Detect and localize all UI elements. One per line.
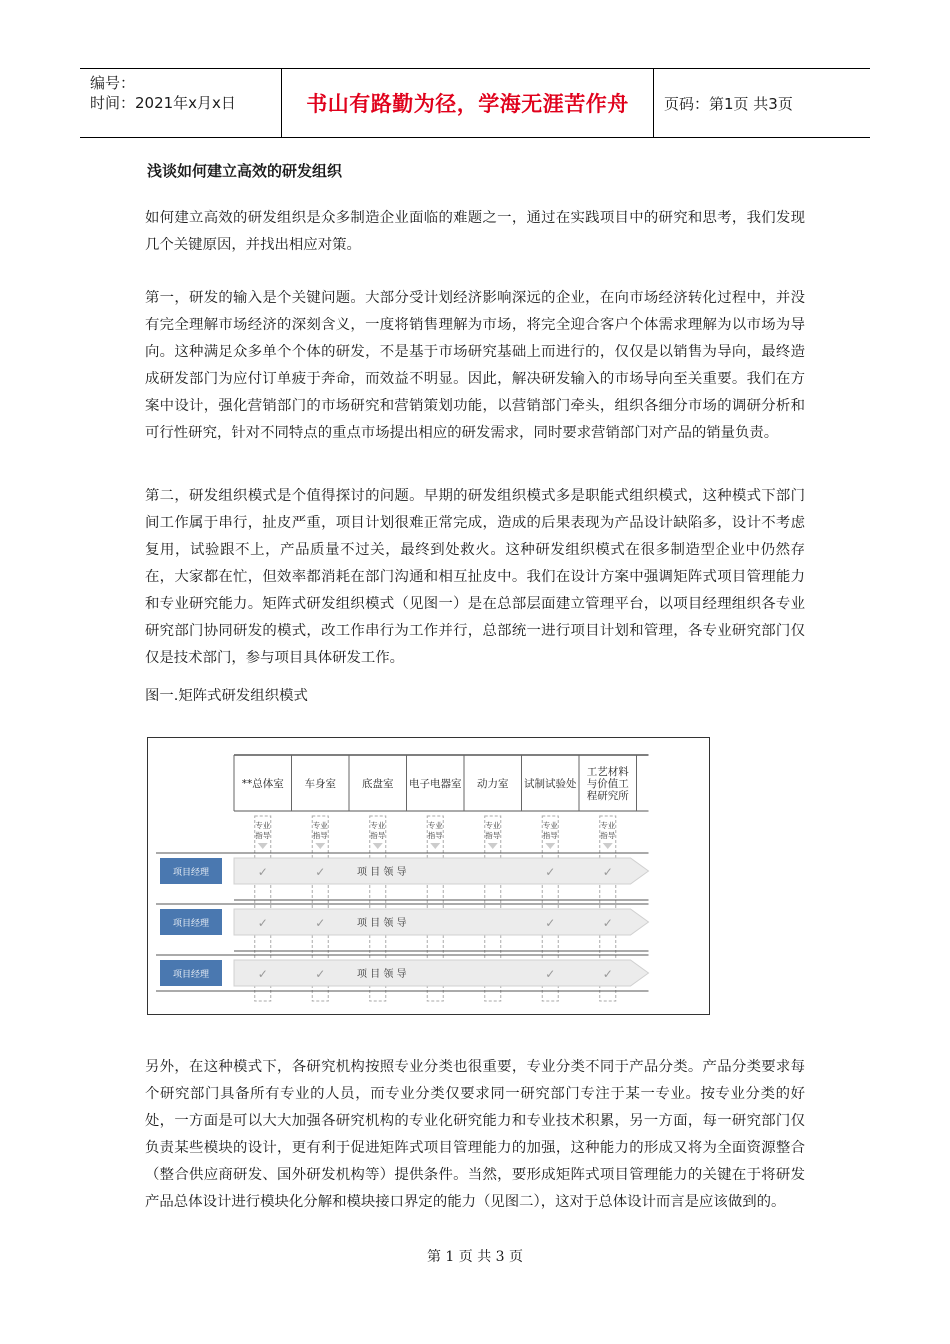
guide-label: 专业 xyxy=(542,821,558,830)
column-label: 底盘室 xyxy=(362,778,394,790)
guide-label: 指导 xyxy=(255,831,271,840)
paragraph-additional: 另外，在这种模式下，各研究机构按照专业分类也很重要，专业分类不同于产品分类。产品分类要求每个研究部门具备所有专业的人员，而专业分类仅要求同一研究部门专注于某一专业。按专业分类的好处，一方面是可以大大加强各研究机构的专业化研究能力和专业技术积累，另一方面，每一研究部门仅负责某些模块的设计，更有利于促进矩阵式项目管理能力的加强，这种能力的形成又将为全面资源整合（整合供应商研发、国外研发机构等）提供条件。当然，要形成矩阵式项目管理能力的关键在于将研发产品总体设计进行模块化分解和模块接口界定的能力（见图二），这对于总体设计而言是应该做到的。 xyxy=(145,1059,805,1210)
check-mark: ✓ xyxy=(545,916,556,930)
article-title: 浅谈如何建立高效的研发组织 xyxy=(147,162,343,180)
column-label: 与价值工 xyxy=(586,778,629,790)
header-meta-cell xyxy=(80,69,282,137)
check-mark: ✓ xyxy=(257,865,268,879)
paragraph-second: 第二，研发组织模式是个值得探讨的问题。早期的研发组织模式多是职能式组织模式，这种模式下部门间工作属于串行，扯皮严重，项目计划很难正常完成，造成的后果表现为产品设计缺陷多，设计不考虑复用，试验跟不上，产品质量不过关，最终到处救火。这种研发组织模式在很多制造型企业中仍然存在，大家都在忙，但效率都消耗在部门沟通和相互扯皮中。我们在设计方案中强调矩阵式项目管理能力和专业研究能力。矩阵式研发组织模式（见图一）是在总部层面建立管理平台，以项目经理组织各专业研究部门协同研发的模式，改工作串行为工作并行，总部统一进行项目计划和管理，各专业研究部门仅仅是技术部门，参与项目具体研发工作。 xyxy=(145,488,805,666)
check-mark: ✓ xyxy=(545,865,556,879)
guide-label: 指导 xyxy=(600,831,616,840)
guide-label: 专业 xyxy=(370,821,386,830)
page-code: 页码：第1页 共3页 xyxy=(664,94,793,113)
guide-label: 专业 xyxy=(485,821,501,830)
guide-label: 专业 xyxy=(255,821,271,830)
guide-label: 指导 xyxy=(312,831,328,840)
guide-arrow xyxy=(258,843,268,849)
project-manager-label: 项目经理 xyxy=(172,868,210,878)
header-page-cell xyxy=(654,69,870,137)
column-label: 工艺材料 xyxy=(586,766,629,778)
guide-arrow xyxy=(430,843,440,849)
project-arrow-band xyxy=(234,858,649,884)
project-arrow-band xyxy=(234,909,649,935)
paragraph-first: 第一，研发的输入是个关键问题。大部分受计划经济影响深远的企业，在向市场经济转化过程中，并没有完全理解市场经济的深刻含义，一度将销售理解为市场，将完全迎合客户个体需求理解为以市场为导向。这种满足众多单个个体的研发，不是基于市场研究基础上而进行的，仅仅是以销售为导向，最终造成研发部门为应付订单疲于奔命，而效益不明显。因此，解决研发输入的市场导向至关重要。我们在方案中设计，强化营销部门的市场研究和营销策划功能，以营销部门牵头，组织各细分市场的调研分析和可行性研究，针对不同特点的重点市场提出相应的研发需求，同时要求营销部门对产品的销量负责。 xyxy=(145,290,805,441)
check-mark: ✓ xyxy=(315,967,326,981)
number-label: 编号： xyxy=(90,74,136,92)
document-header xyxy=(80,68,870,138)
column-label: 试制试验处 xyxy=(524,778,577,790)
check-mark: ✓ xyxy=(545,967,556,981)
check-mark: ✓ xyxy=(315,865,326,879)
motto: 书山有路勤为径，学海无涯苦作舟 xyxy=(306,92,629,116)
paragraph-intro: 如何建立高效的研发组织是众多制造企业面临的难题之一，通过在实践项目中的研究和思考，我们发现几个关键原因，并找出相应对策。 xyxy=(145,210,805,253)
matrix-org-figure xyxy=(147,737,710,1015)
guide-label: 指导 xyxy=(370,831,386,840)
project-manager-label: 项目经理 xyxy=(172,919,210,929)
guide-label: 专业 xyxy=(600,821,616,830)
check-mark: ✓ xyxy=(257,916,268,930)
check-mark: ✓ xyxy=(602,967,613,981)
guide-arrow xyxy=(373,843,383,849)
guide-arrow xyxy=(545,843,555,849)
project-lead-label: 项 目 领 导 xyxy=(357,918,407,929)
matrix-org-diagram xyxy=(148,738,709,1014)
project-lead-label: 项 目 领 导 xyxy=(357,867,407,878)
page-footer: 第 1 页 共 3 页 xyxy=(426,1249,524,1265)
column-label: 程研究所 xyxy=(586,790,629,802)
guide-label: 专业 xyxy=(312,821,328,830)
guide-label: 指导 xyxy=(485,831,501,840)
project-arrow-band xyxy=(234,960,649,986)
project-lead-label: 项 目 领 导 xyxy=(357,969,407,980)
guide-arrow xyxy=(488,843,498,849)
column-label: 电子电器室 xyxy=(409,778,462,790)
column-label: 车身室 xyxy=(304,778,336,790)
check-mark: ✓ xyxy=(315,916,326,930)
column-label: 动力室 xyxy=(477,778,509,790)
figure-caption: 图一.矩阵式研发组织模式 xyxy=(145,688,308,704)
guide-label: 专业 xyxy=(427,821,443,830)
header-motto-cell xyxy=(282,69,654,137)
guide-label: 指导 xyxy=(427,831,443,840)
check-mark: ✓ xyxy=(257,967,268,981)
guide-arrow xyxy=(603,843,613,849)
guide-label: 指导 xyxy=(542,831,558,840)
project-manager-label: 项目经理 xyxy=(172,970,210,980)
time-label: 时间：2021年x月x日 xyxy=(90,94,236,112)
guide-arrow xyxy=(315,843,325,849)
check-mark: ✓ xyxy=(602,865,613,879)
check-mark: ✓ xyxy=(602,916,613,930)
column-label: **总体室 xyxy=(241,778,284,790)
